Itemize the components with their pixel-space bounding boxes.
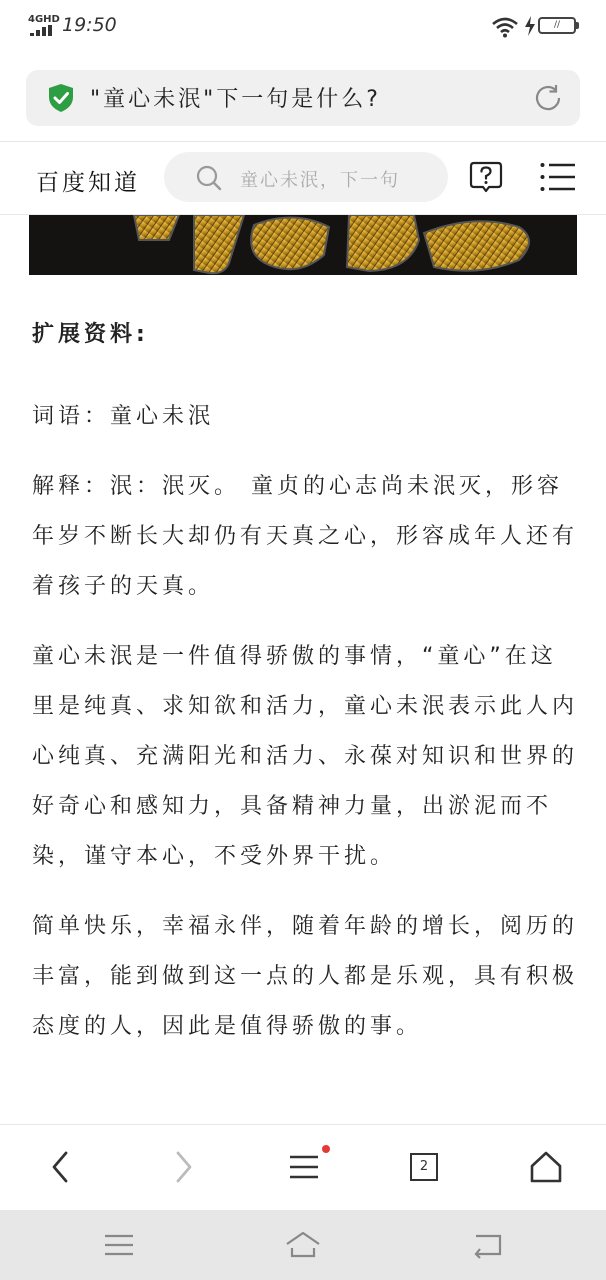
wifi-icon: [492, 16, 518, 38]
article-body: [32, 300, 578, 1052]
recents-icon[interactable]: [99, 1230, 139, 1260]
divider: [0, 141, 606, 142]
url-bar[interactable]: [26, 70, 580, 126]
menu-icon[interactable]: [284, 1147, 324, 1187]
browser-toolbar: [0, 1124, 606, 1211]
signal-icon: [30, 25, 54, 36]
battery-cap: [576, 22, 579, 29]
gold-text-image: [29, 215, 577, 275]
refresh-icon[interactable]: [532, 82, 564, 114]
notification-dot: [322, 1145, 330, 1153]
clock: 19:50: [62, 14, 117, 36]
battery-icon: [538, 17, 576, 34]
article-image: [29, 215, 577, 275]
search-icon: [196, 165, 222, 191]
chevron-left-icon[interactable]: [42, 1147, 82, 1187]
url-text[interactable]: "童心未泯"下一句是什么?: [90, 87, 381, 112]
search-placeholder: 童心未泯，下一句: [240, 170, 400, 191]
status-bar: [0, 0, 606, 52]
tab-count: 2: [410, 1153, 438, 1181]
tabs-icon[interactable]: [410, 1153, 450, 1193]
system-home-icon[interactable]: [283, 1230, 323, 1260]
home-icon[interactable]: [526, 1147, 566, 1187]
network-label: 4GHD: [28, 14, 60, 25]
chevron-right-icon[interactable]: [162, 1147, 202, 1187]
section-heading: 扩展资料:: [32, 322, 149, 347]
charging-icon: [524, 16, 536, 36]
article-paragraph: 简单快乐，幸福永伴，随着年龄的增长，阅历的丰富，能到做到这一点的人都是乐观，具有积极态度的人，因此是值得骄傲的事。: [32, 914, 579, 1039]
question-icon[interactable]: [469, 160, 503, 194]
article-paragraph: 解释：泯：泯灭。 童贞的心志尚未泯灭，形容年岁不断长大却仍有天真之心，形容成年人还有着孩子的天真。: [32, 474, 579, 599]
search-input[interactable]: [164, 152, 448, 202]
shield-check-icon: [46, 83, 76, 113]
system-nav-bar: [0, 1210, 606, 1280]
system-back-icon[interactable]: [468, 1230, 508, 1260]
battery-label: //: [553, 20, 561, 30]
article-paragraph: 词语：童心未泯: [32, 404, 215, 429]
article-paragraph: 童心未泯是一件值得骄傲的事情，“童心”在这里是纯真、求知欲和活力，童心未泯表示此人内心纯真、充满阳光和活力、永葆对知识和世界的好奇心和感知力，具备精神力量，出淤泥而不染，谨守本心，不受外界干扰。: [32, 644, 579, 869]
site-logo[interactable]: 百度知道: [36, 170, 140, 196]
hamburger-icon[interactable]: [540, 162, 576, 192]
